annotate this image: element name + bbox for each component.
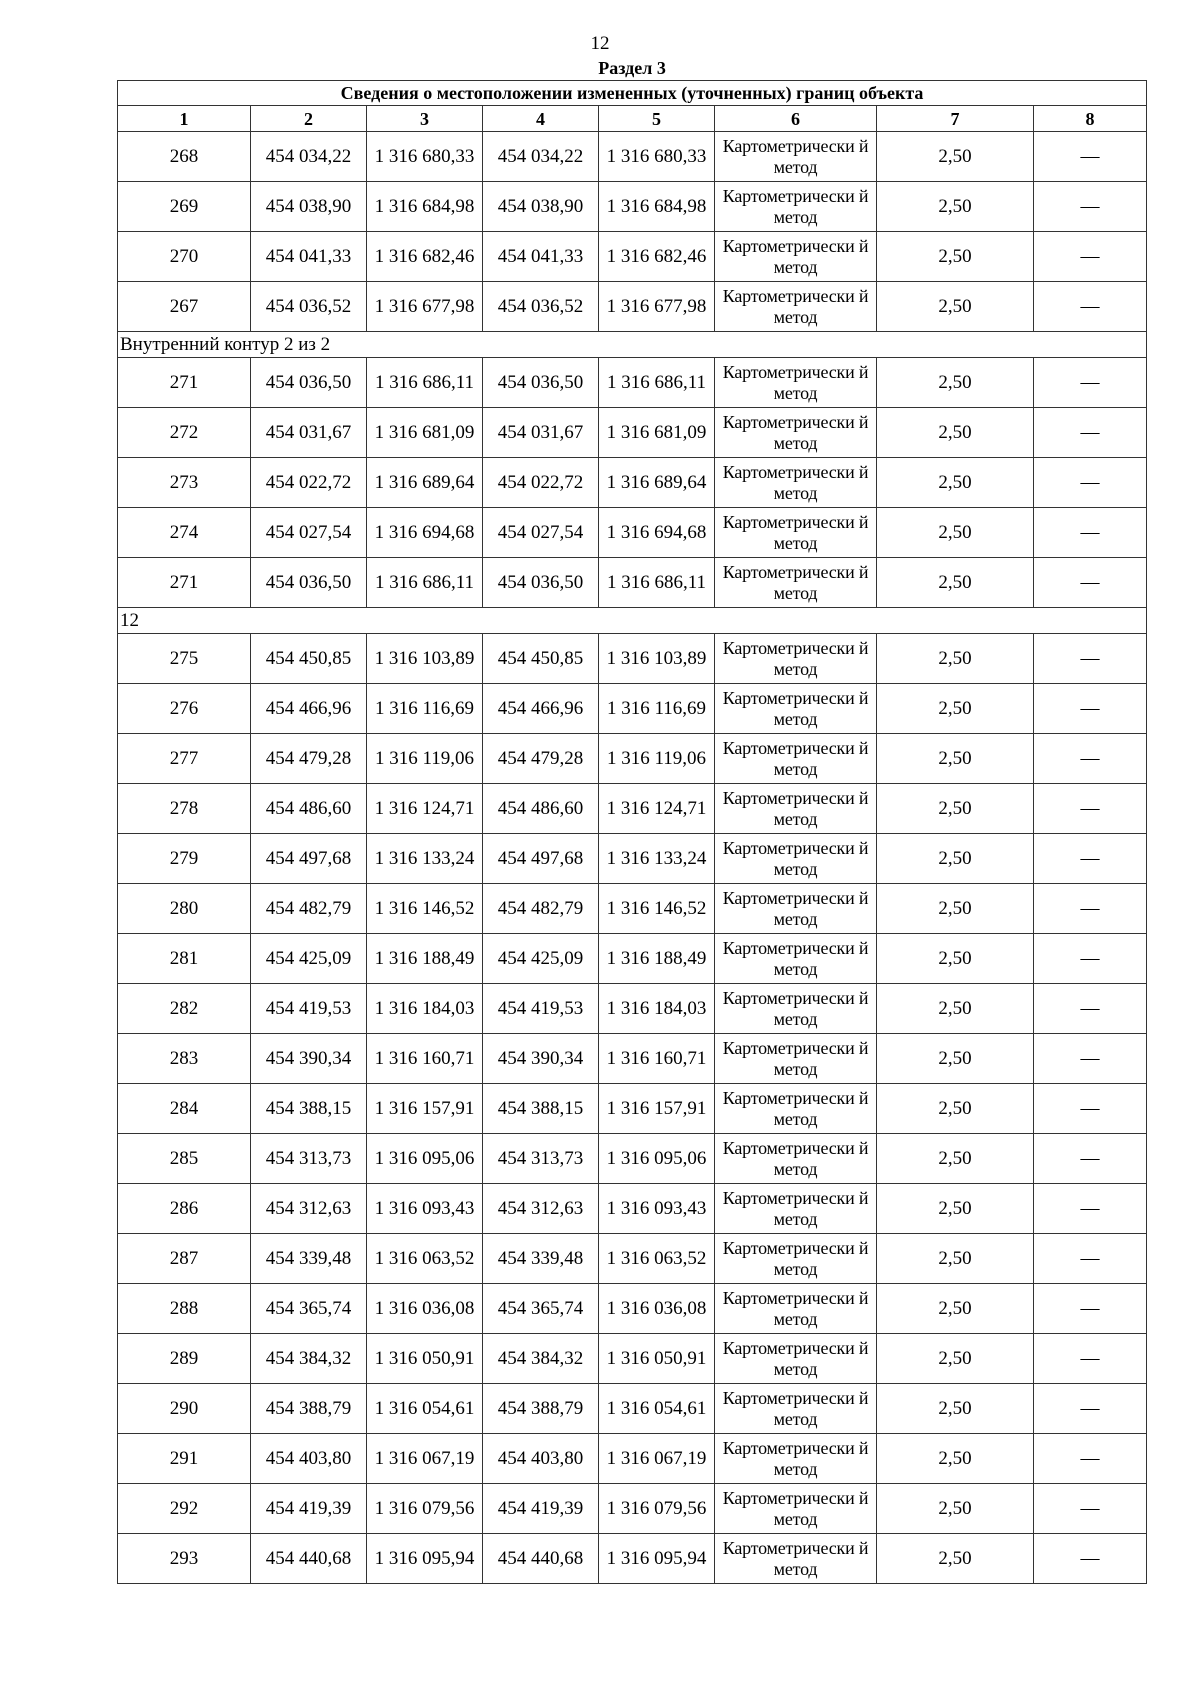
coord-x-cell: 454 419,39 <box>251 1484 367 1534</box>
new-coord-y-cell: 1 316 103,89 <box>599 634 715 684</box>
column-header: 6 <box>715 106 877 132</box>
new-coord-x-cell: 454 365,74 <box>483 1284 599 1334</box>
method-cell: Картометрически й метод <box>715 1234 877 1284</box>
new-coord-y-cell: 1 316 682,46 <box>599 232 715 282</box>
new-coord-x-cell: 454 388,15 <box>483 1084 599 1134</box>
accuracy-cell: 2,50 <box>877 232 1034 282</box>
point-number-cell: 272 <box>118 408 251 458</box>
description-cell: — <box>1034 984 1147 1034</box>
new-coord-y-cell: 1 316 184,03 <box>599 984 715 1034</box>
method-cell: Картометрически й метод <box>715 934 877 984</box>
method-cell: Картометрически й метод <box>715 132 877 182</box>
point-number-cell: 286 <box>118 1184 251 1234</box>
table-row <box>118 734 1147 784</box>
description-cell: — <box>1034 1234 1147 1284</box>
description-cell: — <box>1034 408 1147 458</box>
contour-group-label: Внутренний контур 2 из 2 <box>118 332 1147 358</box>
new-coord-x-cell: 454 450,85 <box>483 634 599 684</box>
description-cell: — <box>1034 1284 1147 1334</box>
accuracy-cell: 2,50 <box>877 1184 1034 1234</box>
new-coord-y-cell: 1 316 681,09 <box>599 408 715 458</box>
new-coord-x-cell: 454 390,34 <box>483 1034 599 1084</box>
new-coord-y-cell: 1 316 054,61 <box>599 1384 715 1434</box>
table-row <box>118 1084 1147 1134</box>
method-cell: Картометрически й метод <box>715 784 877 834</box>
table-row <box>118 458 1147 508</box>
method-cell: Картометрически й метод <box>715 232 877 282</box>
new-coord-y-cell: 1 316 146,52 <box>599 884 715 934</box>
accuracy-cell: 2,50 <box>877 884 1034 934</box>
point-number-cell: 278 <box>118 784 251 834</box>
coord-y-cell: 1 316 116,69 <box>367 684 483 734</box>
description-cell: — <box>1034 282 1147 332</box>
description-cell: — <box>1034 884 1147 934</box>
point-number-cell: 283 <box>118 1034 251 1084</box>
new-coord-y-cell: 1 316 079,56 <box>599 1484 715 1534</box>
new-coord-x-cell: 454 339,48 <box>483 1234 599 1284</box>
table-row <box>118 1384 1147 1434</box>
method-cell: Картометрически й метод <box>715 1134 877 1184</box>
accuracy-cell: 2,50 <box>877 132 1034 182</box>
description-cell: — <box>1034 1084 1147 1134</box>
method-cell: Картометрически й метод <box>715 1034 877 1084</box>
point-number-cell: 270 <box>118 232 251 282</box>
coord-x-cell: 454 388,15 <box>251 1084 367 1134</box>
column-header: 8 <box>1034 106 1147 132</box>
coord-x-cell: 454 036,50 <box>251 358 367 408</box>
new-coord-x-cell: 454 312,63 <box>483 1184 599 1234</box>
description-cell: — <box>1034 1384 1147 1434</box>
accuracy-cell: 2,50 <box>877 784 1034 834</box>
coord-x-cell: 454 031,67 <box>251 408 367 458</box>
accuracy-cell: 2,50 <box>877 508 1034 558</box>
coord-y-cell: 1 316 184,03 <box>367 984 483 1034</box>
coord-x-cell: 454 041,33 <box>251 232 367 282</box>
coord-y-cell: 1 316 677,98 <box>367 282 483 332</box>
coord-y-cell: 1 316 063,52 <box>367 1234 483 1284</box>
description-cell: — <box>1034 734 1147 784</box>
coord-y-cell: 1 316 146,52 <box>367 884 483 934</box>
method-cell: Картометрически й метод <box>715 1084 877 1134</box>
new-coord-y-cell: 1 316 689,64 <box>599 458 715 508</box>
accuracy-cell: 2,50 <box>877 1234 1034 1284</box>
point-number-cell: 280 <box>118 884 251 934</box>
point-number-cell: 290 <box>118 1384 251 1434</box>
description-cell: — <box>1034 232 1147 282</box>
coord-y-cell: 1 316 133,24 <box>367 834 483 884</box>
new-coord-x-cell: 454 036,50 <box>483 358 599 408</box>
table-title-row <box>118 81 1147 106</box>
point-number-cell: 279 <box>118 834 251 884</box>
new-coord-x-cell: 454 440,68 <box>483 1534 599 1584</box>
new-coord-y-cell: 1 316 119,06 <box>599 734 715 784</box>
point-number-cell: 288 <box>118 1284 251 1334</box>
coord-x-cell: 454 034,22 <box>251 132 367 182</box>
point-number-cell: 287 <box>118 1234 251 1284</box>
new-coord-y-cell: 1 316 680,33 <box>599 132 715 182</box>
point-number-cell: 284 <box>118 1084 251 1134</box>
coord-y-cell: 1 316 093,43 <box>367 1184 483 1234</box>
new-coord-x-cell: 454 036,52 <box>483 282 599 332</box>
method-cell: Картометрически й метод <box>715 984 877 1034</box>
new-coord-y-cell: 1 316 188,49 <box>599 934 715 984</box>
new-coord-y-cell: 1 316 684,98 <box>599 182 715 232</box>
point-number-cell: 285 <box>118 1134 251 1184</box>
coord-x-cell: 454 365,74 <box>251 1284 367 1334</box>
table-row <box>118 182 1147 232</box>
coord-x-cell: 454 313,73 <box>251 1134 367 1184</box>
new-coord-y-cell: 1 316 116,69 <box>599 684 715 734</box>
table-row <box>118 132 1147 182</box>
new-coord-y-cell: 1 316 067,19 <box>599 1434 715 1484</box>
new-coord-y-cell: 1 316 694,68 <box>599 508 715 558</box>
point-number-cell: 289 <box>118 1334 251 1384</box>
coord-y-cell: 1 316 103,89 <box>367 634 483 684</box>
coord-y-cell: 1 316 694,68 <box>367 508 483 558</box>
new-coord-y-cell: 1 316 036,08 <box>599 1284 715 1334</box>
coord-y-cell: 1 316 188,49 <box>367 934 483 984</box>
description-cell: — <box>1034 934 1147 984</box>
table-row <box>118 1034 1147 1084</box>
method-cell: Картометрически й метод <box>715 282 877 332</box>
boundary-coordinates-table <box>117 56 1147 1584</box>
table-row <box>118 684 1147 734</box>
new-coord-y-cell: 1 316 133,24 <box>599 834 715 884</box>
accuracy-cell: 2,50 <box>877 1384 1034 1434</box>
column-header-row <box>118 106 1147 132</box>
new-coord-x-cell: 454 419,53 <box>483 984 599 1034</box>
new-coord-x-cell: 454 313,73 <box>483 1134 599 1184</box>
column-header: 3 <box>367 106 483 132</box>
coord-y-cell: 1 316 079,56 <box>367 1484 483 1534</box>
method-cell: Картометрически й метод <box>715 1284 877 1334</box>
table-row <box>118 408 1147 458</box>
coord-x-cell: 454 450,85 <box>251 634 367 684</box>
table-row <box>118 558 1147 608</box>
accuracy-cell: 2,50 <box>877 1484 1034 1534</box>
method-cell: Картометрически й метод <box>715 1334 877 1384</box>
table-row <box>118 784 1147 834</box>
new-coord-y-cell: 1 316 160,71 <box>599 1034 715 1084</box>
accuracy-cell: 2,50 <box>877 1034 1034 1084</box>
point-number-cell: 277 <box>118 734 251 784</box>
new-coord-x-cell: 454 384,32 <box>483 1334 599 1384</box>
accuracy-cell: 2,50 <box>877 984 1034 1034</box>
accuracy-cell: 2,50 <box>877 684 1034 734</box>
coord-y-cell: 1 316 157,91 <box>367 1084 483 1134</box>
table-row <box>118 1234 1147 1284</box>
table-row <box>118 1334 1147 1384</box>
description-cell: — <box>1034 458 1147 508</box>
table-row <box>118 884 1147 934</box>
contour-group-row <box>118 608 1147 634</box>
coord-x-cell: 454 440,68 <box>251 1534 367 1584</box>
coord-x-cell: 454 403,80 <box>251 1434 367 1484</box>
point-number-cell: 282 <box>118 984 251 1034</box>
method-cell: Картометрически й метод <box>715 1484 877 1534</box>
accuracy-cell: 2,50 <box>877 1334 1034 1384</box>
coord-x-cell: 454 479,28 <box>251 734 367 784</box>
point-number-cell: 268 <box>118 132 251 182</box>
section-title: Раздел 3 <box>598 58 666 78</box>
new-coord-x-cell: 454 486,60 <box>483 784 599 834</box>
coord-y-cell: 1 316 681,09 <box>367 408 483 458</box>
method-cell: Картометрически й метод <box>715 508 877 558</box>
coord-x-cell: 454 486,60 <box>251 784 367 834</box>
point-number-cell: 292 <box>118 1484 251 1534</box>
description-cell: — <box>1034 634 1147 684</box>
accuracy-cell: 2,50 <box>877 834 1034 884</box>
table-row <box>118 634 1147 684</box>
coord-x-cell: 454 027,54 <box>251 508 367 558</box>
description-cell: — <box>1034 1034 1147 1084</box>
coord-y-cell: 1 316 036,08 <box>367 1284 483 1334</box>
new-coord-x-cell: 454 482,79 <box>483 884 599 934</box>
coord-y-cell: 1 316 050,91 <box>367 1334 483 1384</box>
accuracy-cell: 2,50 <box>877 1084 1034 1134</box>
description-cell: — <box>1034 1484 1147 1534</box>
description-cell: — <box>1034 558 1147 608</box>
new-coord-y-cell: 1 316 157,91 <box>599 1084 715 1134</box>
new-coord-x-cell: 454 034,22 <box>483 132 599 182</box>
new-coord-y-cell: 1 316 063,52 <box>599 1234 715 1284</box>
method-cell: Картометрически й метод <box>715 408 877 458</box>
method-cell: Картометрически й метод <box>715 634 877 684</box>
point-number-cell: 269 <box>118 182 251 232</box>
new-coord-x-cell: 454 041,33 <box>483 232 599 282</box>
description-cell: — <box>1034 1534 1147 1584</box>
new-coord-y-cell: 1 316 686,11 <box>599 358 715 408</box>
new-coord-x-cell: 454 479,28 <box>483 734 599 784</box>
coord-x-cell: 454 022,72 <box>251 458 367 508</box>
new-coord-x-cell: 454 497,68 <box>483 834 599 884</box>
table-row <box>118 282 1147 332</box>
method-cell: Картометрически й метод <box>715 458 877 508</box>
point-number-cell: 281 <box>118 934 251 984</box>
point-number-cell: 291 <box>118 1434 251 1484</box>
coord-y-cell: 1 316 119,06 <box>367 734 483 784</box>
table-row <box>118 1484 1147 1534</box>
new-coord-x-cell: 454 419,39 <box>483 1484 599 1534</box>
new-coord-x-cell: 454 022,72 <box>483 458 599 508</box>
accuracy-cell: 2,50 <box>877 558 1034 608</box>
method-cell: Картометрически й метод <box>715 1184 877 1234</box>
accuracy-cell: 2,50 <box>877 408 1034 458</box>
accuracy-cell: 2,50 <box>877 358 1034 408</box>
contour-group-label: 12 <box>118 608 1147 634</box>
coord-x-cell: 454 312,63 <box>251 1184 367 1234</box>
point-number-cell: 274 <box>118 508 251 558</box>
table-row <box>118 1434 1147 1484</box>
method-cell: Картометрически й метод <box>715 358 877 408</box>
coord-y-cell: 1 316 160,71 <box>367 1034 483 1084</box>
coord-x-cell: 454 419,53 <box>251 984 367 1034</box>
method-cell: Картометрически й метод <box>715 734 877 784</box>
accuracy-cell: 2,50 <box>877 1534 1034 1584</box>
new-coord-x-cell: 454 403,80 <box>483 1434 599 1484</box>
description-cell: — <box>1034 1134 1147 1184</box>
method-cell: Картометрически й метод <box>715 884 877 934</box>
new-coord-x-cell: 454 038,90 <box>483 182 599 232</box>
point-number-cell: 267 <box>118 282 251 332</box>
description-cell: — <box>1034 508 1147 558</box>
column-header: 5 <box>599 106 715 132</box>
new-coord-x-cell: 454 425,09 <box>483 934 599 984</box>
coord-x-cell: 454 497,68 <box>251 834 367 884</box>
coord-y-cell: 1 316 680,33 <box>367 132 483 182</box>
table-row <box>118 934 1147 984</box>
coord-x-cell: 454 466,96 <box>251 684 367 734</box>
coord-y-cell: 1 316 686,11 <box>367 358 483 408</box>
point-number-cell: 271 <box>118 558 251 608</box>
description-cell: — <box>1034 1334 1147 1384</box>
new-coord-x-cell: 454 036,50 <box>483 558 599 608</box>
description-cell: — <box>1034 132 1147 182</box>
new-coord-x-cell: 454 388,79 <box>483 1384 599 1434</box>
table-row <box>118 508 1147 558</box>
coord-x-cell: 454 036,52 <box>251 282 367 332</box>
description-cell: — <box>1034 784 1147 834</box>
coord-x-cell: 454 339,48 <box>251 1234 367 1284</box>
accuracy-cell: 2,50 <box>877 634 1034 684</box>
new-coord-y-cell: 1 316 124,71 <box>599 784 715 834</box>
method-cell: Картометрически й метод <box>715 1384 877 1434</box>
coord-y-cell: 1 316 689,64 <box>367 458 483 508</box>
coord-x-cell: 454 388,79 <box>251 1384 367 1434</box>
method-cell: Картометрически й метод <box>715 834 877 884</box>
point-number-cell: 276 <box>118 684 251 734</box>
table-title: Сведения о местоположении измененных (уточненных) границ объекта <box>118 81 1147 106</box>
description-cell: — <box>1034 684 1147 734</box>
new-coord-y-cell: 1 316 093,43 <box>599 1184 715 1234</box>
section-title-row <box>118 56 1147 81</box>
table-body <box>118 56 1147 1584</box>
method-cell: Картометрически й метод <box>715 182 877 232</box>
coord-x-cell: 454 390,34 <box>251 1034 367 1084</box>
coord-y-cell: 1 316 686,11 <box>367 558 483 608</box>
accuracy-cell: 2,50 <box>877 1284 1034 1334</box>
coord-x-cell: 454 038,90 <box>251 182 367 232</box>
table-row <box>118 984 1147 1034</box>
new-coord-y-cell: 1 316 686,11 <box>599 558 715 608</box>
method-cell: Картометрически й метод <box>715 684 877 734</box>
contour-group-row <box>118 332 1147 358</box>
description-cell: — <box>1034 1184 1147 1234</box>
new-coord-y-cell: 1 316 095,94 <box>599 1534 715 1584</box>
coord-x-cell: 454 425,09 <box>251 934 367 984</box>
coord-y-cell: 1 316 054,61 <box>367 1384 483 1434</box>
table-row <box>118 834 1147 884</box>
coord-x-cell: 454 482,79 <box>251 884 367 934</box>
column-header: 2 <box>251 106 367 132</box>
description-cell: — <box>1034 1434 1147 1484</box>
method-cell: Картометрически й метод <box>715 558 877 608</box>
table-row <box>118 1534 1147 1584</box>
accuracy-cell: 2,50 <box>877 458 1034 508</box>
page-number: 12 <box>590 33 610 54</box>
column-header: 1 <box>118 106 251 132</box>
coord-x-cell: 454 036,50 <box>251 558 367 608</box>
coord-y-cell: 1 316 067,19 <box>367 1434 483 1484</box>
new-coord-x-cell: 454 466,96 <box>483 684 599 734</box>
coord-y-cell: 1 316 682,46 <box>367 232 483 282</box>
column-header: 4 <box>483 106 599 132</box>
description-cell: — <box>1034 182 1147 232</box>
description-cell: — <box>1034 358 1147 408</box>
point-number-cell: 271 <box>118 358 251 408</box>
coord-y-cell: 1 316 095,94 <box>367 1534 483 1584</box>
point-number-cell: 273 <box>118 458 251 508</box>
table-row <box>118 232 1147 282</box>
point-number-cell: 293 <box>118 1534 251 1584</box>
accuracy-cell: 2,50 <box>877 934 1034 984</box>
description-cell: — <box>1034 834 1147 884</box>
point-number-cell: 275 <box>118 634 251 684</box>
table-row <box>118 1184 1147 1234</box>
accuracy-cell: 2,50 <box>877 182 1034 232</box>
new-coord-x-cell: 454 027,54 <box>483 508 599 558</box>
coord-y-cell: 1 316 124,71 <box>367 784 483 834</box>
coord-y-cell: 1 316 684,98 <box>367 182 483 232</box>
table-row <box>118 1284 1147 1334</box>
method-cell: Картометрически й метод <box>715 1434 877 1484</box>
coord-y-cell: 1 316 095,06 <box>367 1134 483 1184</box>
accuracy-cell: 2,50 <box>877 1434 1034 1484</box>
column-header: 7 <box>877 106 1034 132</box>
accuracy-cell: 2,50 <box>877 734 1034 784</box>
table-row <box>118 358 1147 408</box>
new-coord-y-cell: 1 316 677,98 <box>599 282 715 332</box>
table-row <box>118 1134 1147 1184</box>
accuracy-cell: 2,50 <box>877 282 1034 332</box>
accuracy-cell: 2,50 <box>877 1134 1034 1184</box>
method-cell: Картометрически й метод <box>715 1534 877 1584</box>
new-coord-y-cell: 1 316 050,91 <box>599 1334 715 1384</box>
new-coord-y-cell: 1 316 095,06 <box>599 1134 715 1184</box>
new-coord-x-cell: 454 031,67 <box>483 408 599 458</box>
coord-x-cell: 454 384,32 <box>251 1334 367 1384</box>
